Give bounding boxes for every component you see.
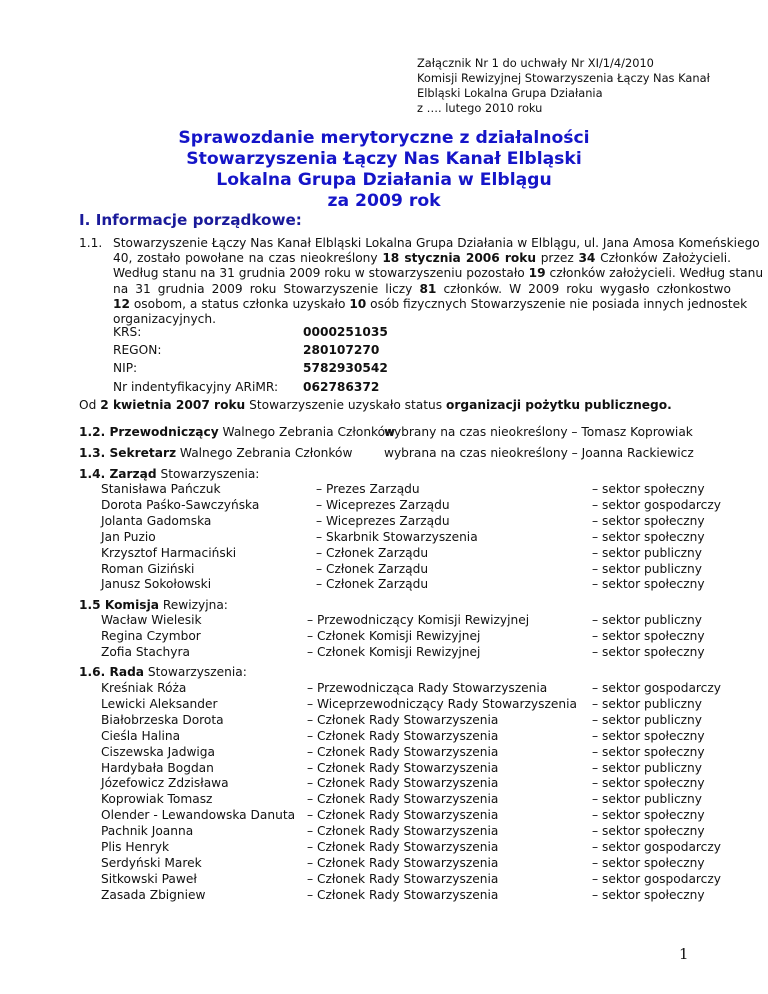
person-role: – Członek Zarządu xyxy=(316,577,429,592)
person-sector: – sektor gospodarczy xyxy=(592,840,721,855)
person-name: Jan Puzio xyxy=(101,529,156,544)
person-name: Koprowiak Tomasz xyxy=(101,792,213,807)
person-sector: – sektor społeczny xyxy=(592,577,705,592)
title-line: Lokalna Grupa Działania w Elblągu xyxy=(216,170,552,190)
item-heading: 1.6. Rada xyxy=(79,665,145,679)
expired-count: 12 xyxy=(113,296,130,311)
person-role: – Członek Rady Stowarzyszenia xyxy=(307,728,499,743)
person-sector: – sektor społeczny xyxy=(592,824,705,839)
person-sector: – sektor społeczny xyxy=(592,529,705,544)
council-sectors xyxy=(592,681,721,904)
person-sector: – sektor gospodarczy xyxy=(592,681,721,695)
person-role: – Przewodnicząca Rady Stowarzyszenia xyxy=(307,681,548,695)
person-sector: – sektor społeczny xyxy=(592,744,705,759)
text: osobom, a status członka uzyskało xyxy=(129,296,350,311)
section-heading: I. Informacje porządkowe: xyxy=(79,211,302,229)
item-heading: 1.2. Przewodniczący xyxy=(79,425,219,439)
annex-line: Komisji Rewizyjnej Stowarzyszenia Łączy Nas Kanał xyxy=(417,71,710,85)
paragraph-line xyxy=(79,251,731,266)
text: Walnego Zebrania Członków xyxy=(176,446,353,460)
page-number: 1 xyxy=(679,945,689,963)
person-role: – Wiceprezes Zarządu xyxy=(316,497,450,512)
registry-key: REGON: xyxy=(113,343,162,358)
person-role: – Członek Rady Stowarzyszenia xyxy=(307,792,499,807)
person-role: – Członek Rady Stowarzyszenia xyxy=(307,776,499,791)
person-sector: – sektor społeczny xyxy=(592,628,705,643)
text: na 31 grudnia 2009 roku Stowarzyszenie liczy xyxy=(113,281,420,296)
council-roles xyxy=(307,681,577,904)
person-name: Regina Czymbor xyxy=(101,628,201,643)
annex-line: Elbląski Lokalna Grupa Działania xyxy=(417,86,603,100)
person-name: Dorota Paśko-Sawczyńska xyxy=(101,497,260,512)
text: Stowarzyszenia: xyxy=(156,467,260,481)
person-sector: – sektor społeczny xyxy=(592,644,705,659)
paragraph-1-1 xyxy=(79,236,764,327)
registry-value: 5782930542 xyxy=(303,361,388,376)
registry-value: 280107270 xyxy=(303,343,380,358)
chairman-line xyxy=(79,425,395,439)
person-role: – Członek Rady Stowarzyszenia xyxy=(307,712,499,727)
person-sector: – sektor społeczny xyxy=(592,482,705,496)
person-name: Pachnik Joanna xyxy=(101,824,194,839)
person-name: Białobrzeska Dorota xyxy=(101,712,224,727)
person-role: – Członek Rady Stowarzyszenia xyxy=(307,840,499,855)
annex-line: Załącznik Nr 1 do uchwały Nr XI/1/4/2010 xyxy=(417,56,654,70)
remaining-founders: 19 xyxy=(528,266,546,281)
person-name: Roman Giziński xyxy=(101,561,195,576)
person-sector: – sektor społeczny xyxy=(592,808,705,823)
report-title xyxy=(0,128,768,212)
person-name: Lewicki Aleksander xyxy=(101,696,218,711)
person-name: Plis Henryk xyxy=(101,840,170,855)
text: Walnego Zebrania Członków xyxy=(218,425,396,439)
person-name: Janusz Sokołowski xyxy=(101,577,212,592)
registry-table xyxy=(113,323,388,396)
paragraph-line xyxy=(79,282,731,297)
registry-row xyxy=(113,378,388,396)
person-sector: – sektor społeczny xyxy=(592,776,705,791)
person-name: Kreśniak Róża xyxy=(101,681,187,695)
registry-row xyxy=(113,341,388,359)
registry-row xyxy=(113,323,388,341)
status-date: 2 kwietnia 2007 roku xyxy=(100,398,246,412)
person-role: – Członek Rady Stowarzyszenia xyxy=(307,855,499,870)
paragraph-line xyxy=(79,266,764,281)
board-heading xyxy=(79,467,259,481)
title-line: za 2009 rok xyxy=(327,191,441,211)
paragraph-number: 1.1. xyxy=(79,236,103,250)
text: Stowarzyszenia: xyxy=(144,665,247,679)
person-name: Ciszewska Jadwiga xyxy=(101,744,216,759)
text: członków założycieli. Według stanu xyxy=(545,266,764,281)
person-role: – Członek Zarządu xyxy=(316,545,429,560)
text: Stowarzyszenie uzyskało status xyxy=(245,398,446,412)
registry-value: 0000251035 xyxy=(303,325,388,339)
person-role: – Skarbnik Stowarzyszenia xyxy=(316,529,478,544)
person-sector: – sektor społeczny xyxy=(592,887,705,902)
council-heading xyxy=(79,665,247,679)
person-name: Jolanta Gadomska xyxy=(101,513,212,528)
text: członków. W 2009 roku wygasło członkostwo xyxy=(436,281,731,296)
person-sector: – sektor gospodarczy xyxy=(592,871,721,886)
person-name: Stanisława Pańczuk xyxy=(101,482,221,496)
person-role: – Członek Rady Stowarzyszenia xyxy=(307,824,499,839)
board-sectors xyxy=(592,482,721,593)
committee-sectors xyxy=(592,613,705,661)
text: Rewizyjna: xyxy=(158,598,228,612)
board-roles xyxy=(316,482,478,593)
text: przez xyxy=(536,251,579,266)
person-name: Cieśla Halina xyxy=(101,728,181,743)
person-sector: – sektor społeczny xyxy=(592,728,705,743)
person-role: – Członek Rady Stowarzyszenia xyxy=(307,871,499,886)
paragraph-line xyxy=(79,296,748,312)
committee-names xyxy=(101,613,202,661)
text: osób fizycznych Stowarzyszenie nie posiada innych jednostek xyxy=(366,296,748,311)
registry-key: Nr indentyfikacyjny ARiMR: xyxy=(113,379,279,394)
person-sector: – sektor publiczny xyxy=(592,696,702,711)
person-name: Serdyński Marek xyxy=(101,855,202,870)
person-role: – Prezes Zarządu xyxy=(316,482,420,496)
person-name: Olender - Lewandowska Danuta xyxy=(101,808,296,823)
audit-committee-heading xyxy=(79,598,228,612)
text: Stowarzyszenie Łączy Nas Kanał Elbląski Lokalna Grupa Działania w Elblągu, ul. Jana Amosa Komeńskiego xyxy=(113,236,760,250)
secretary-info: wybrana na czas nieokreślony – Joanna Rackiewicz xyxy=(384,446,694,460)
person-role: – Członek Rady Stowarzyszenia xyxy=(307,887,499,902)
person-role: – Członek Komisji Rewizyjnej xyxy=(307,628,481,643)
annex-line: z …. lutego 2010 roku xyxy=(417,101,543,115)
members-count: 81 xyxy=(419,281,437,296)
person-sector: – sektor społeczny xyxy=(592,855,705,870)
public-benefit-status xyxy=(79,398,672,412)
item-heading: 1.3. Sekretarz xyxy=(79,446,177,460)
title-line: Sprawozdanie merytoryczne z działalności xyxy=(178,128,590,148)
paragraph-line xyxy=(79,236,760,251)
text: organizacyjnych. xyxy=(113,312,216,327)
registry-key: NIP: xyxy=(113,361,138,376)
secretary-line xyxy=(79,446,352,460)
person-name: Hardybała Bogdan xyxy=(101,760,214,775)
person-name: Krzysztof Harmaciński xyxy=(101,545,237,560)
text: Członków Założycieli. xyxy=(595,251,731,266)
council-names xyxy=(101,681,295,904)
person-sector: – sektor publiczny xyxy=(592,712,702,727)
person-name: Sitkowski Paweł xyxy=(101,871,197,886)
person-role: – Członek Rady Stowarzyszenia xyxy=(307,808,499,823)
registry-key: KRS: xyxy=(113,325,142,339)
person-name: Zofia Stachyra xyxy=(101,644,190,659)
person-sector: – sektor publiczny xyxy=(592,760,702,775)
person-sector: – sektor publiczny xyxy=(592,545,702,560)
person-sector: – sektor publiczny xyxy=(592,792,702,807)
founders-count: 34 xyxy=(578,251,596,266)
person-name: Józefowicz Zdzisława xyxy=(101,776,229,791)
registry-row xyxy=(113,359,388,377)
person-sector: – sektor społeczny xyxy=(592,513,705,528)
person-sector: – sektor gospodarczy xyxy=(592,497,721,512)
person-role: – Wiceprzewodniczący Rady Stowarzyszenia xyxy=(307,696,577,711)
person-name: Wacław Wielesik xyxy=(101,613,202,627)
title-line: Stowarzyszenia Łączy Nas Kanał Elbląski xyxy=(186,149,582,169)
founding-date: 18 stycznia 2006 roku xyxy=(382,251,536,266)
board-names xyxy=(101,482,259,593)
new-members-count: 10 xyxy=(349,296,367,311)
person-name: Zasada Zbigniew xyxy=(101,887,206,902)
item-heading: 1.5 Komisja xyxy=(79,598,159,612)
annex-note xyxy=(417,56,710,116)
item-heading: 1.4. Zarząd xyxy=(79,467,157,481)
committee-roles xyxy=(307,613,529,661)
person-role: – Przewodniczący Komisji Rewizyjnej xyxy=(307,613,530,627)
status-name: organizacji pożytku publicznego. xyxy=(445,398,672,412)
text: Według stanu na 31 grudnia 2009 roku w stowarzyszeniu pozostało xyxy=(113,266,529,281)
text: Od xyxy=(79,398,101,412)
person-role: – Członek Komisji Rewizyjnej xyxy=(307,644,481,659)
person-sector: – sektor publiczny xyxy=(592,613,702,627)
chairman-info: wybrany na czas nieokreślony – Tomasz Koprowiak xyxy=(384,425,693,439)
person-role: – Członek Zarządu xyxy=(316,561,429,576)
person-role: – Wiceprezes Zarządu xyxy=(316,513,450,528)
person-role: – Członek Rady Stowarzyszenia xyxy=(307,744,499,759)
registry-value: 062786372 xyxy=(303,379,380,394)
person-sector: – sektor publiczny xyxy=(592,561,702,576)
text: 40, zostało powołane na czas nieokreślony xyxy=(113,251,383,266)
person-role: – Członek Rady Stowarzyszenia xyxy=(307,760,499,775)
